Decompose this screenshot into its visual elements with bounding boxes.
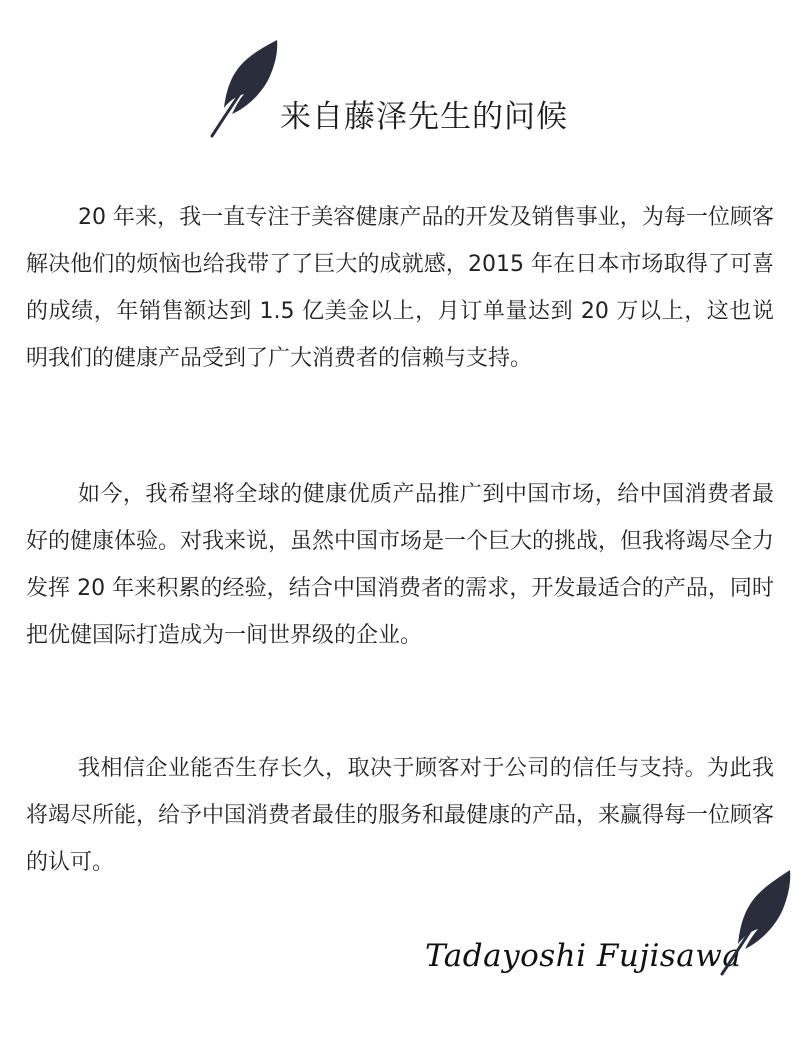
feather-quill-icon — [206, 38, 282, 138]
paragraph: 我相信企业能否生存长久，取决于顾客对于公司的信任与支持。为此我将竭尽所能，给予中国消费者最佳的服务和最健康的产品，来赢得每一位顾客的认可。 — [26, 756, 775, 875]
signature: Tadayoshi Fujisawa — [425, 938, 742, 974]
page-title: 来自藤泽先生的问候 — [280, 99, 568, 135]
paragraph: 如今，我希望将全球的健康优质产品推广到中国市场，给中国消费者最好的健康体验。对我来说，虽然中国市场是一个巨大的挑战，但我将竭尽全力发挥 20 年来积累的经验，结合中国消费者的需求，开发最适合的产品，同时把优健国际打造成为一间世界级的企业。 — [26, 482, 775, 648]
feather-quill-icon — [718, 868, 794, 976]
paragraph: 20 年来，我一直专注于美容健康产品的开发及销售事业，为每一位顾客解决他们的烦恼也给我带了了巨大的成就感，2015 年在日本市场取得了可喜的成绩，年销售额达到 1.5 亿美金以上，月订单量达到 20 万以上，这也说明我们的健康产品受到了广大消费者的信赖与支持。 — [26, 205, 774, 371]
